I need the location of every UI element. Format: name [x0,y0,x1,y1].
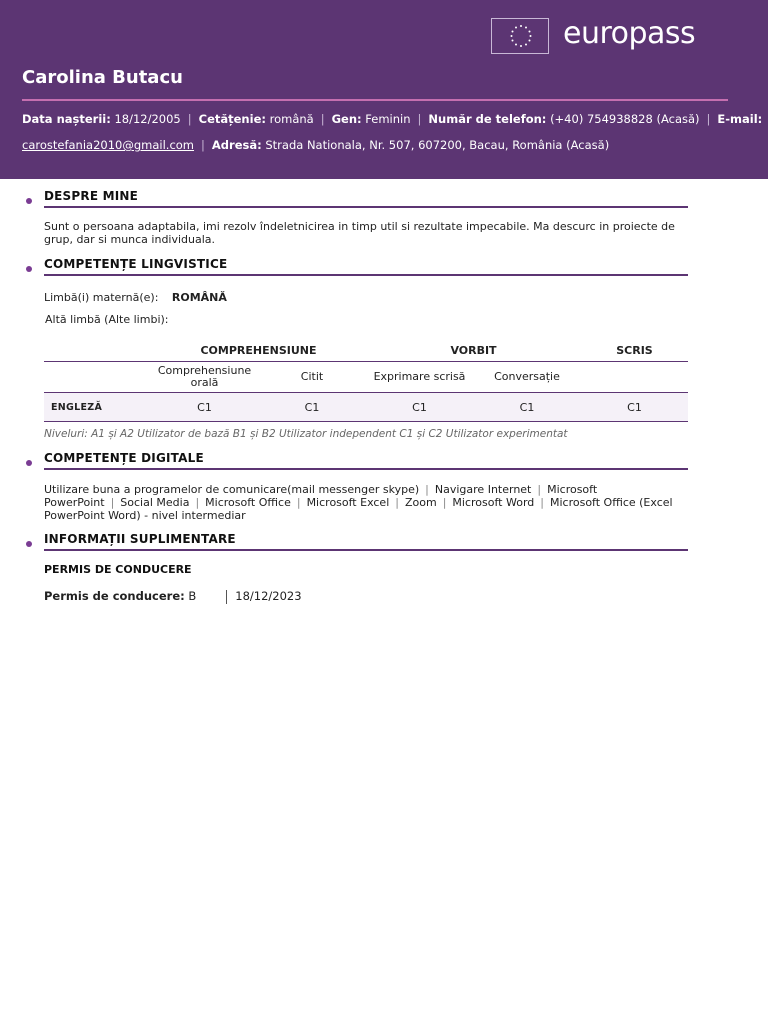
personal-info-line-1: Data nașterii: 18/12/2005 | Cetățenie: română | Gen: Feminin | Număr de telefon: (+40) 754938828 (Acasă) | E-mail: [22,112,763,126]
gender-label: Gen: [331,112,362,126]
digital-skill: Navigare Internet [434,483,532,496]
person-name: Carolina Butacu [22,67,183,88]
level-cell: C1 [151,393,258,422]
other-languages-label: Altă limbă (Alte limbi): [45,313,169,326]
level-cell: C1 [581,393,688,422]
subheader-spoken-interaction: Conversație [473,362,581,393]
cv-header [0,0,768,179]
subheader-listening: Comprehensiune orală [151,362,258,393]
section-divider [44,549,688,551]
language-skills-table [44,340,688,422]
gender-value: Feminin [365,112,411,126]
digital-skill: Microsoft Office [205,496,291,509]
personal-info-line-2: carostefania2010@gmail.com | Adresă: Strada Nationala, Nr. 507, 607200, Bacau, România (Acasă) [22,138,610,152]
section-title-languages: COMPETENȚE LINGVISTICE [44,257,228,271]
citizenship-value: română [269,112,314,126]
mother-tongue-value: ROMÂNĂ [171,291,227,304]
divider [226,590,227,604]
driving-license-category: B [188,589,197,603]
level-cell: C1 [473,393,581,422]
phone-label: Număr de telefon: [428,112,547,126]
header-writing: SCRIS [581,340,688,362]
section-title-about: DESPRE MINE [44,189,139,203]
section-divider [44,274,688,276]
subheader-spoken-production: Exprimare scrisă [366,362,473,393]
driving-license-heading: PERMIS DE CONDUCERE [44,563,192,576]
section-bullet [26,198,32,204]
birth-label: Data nașterii: [22,112,111,126]
birth-value: 18/12/2005 [114,112,181,126]
section-divider [44,468,688,470]
driving-license-date: 18/12/2023 [235,589,302,603]
address-value: Strada Nationala, Nr. 507, 607200, Bacau, România (Acasă) [265,138,610,152]
levels-note: Niveluri: A1 și A2 Utilizator de bază B1 și B2 Utilizator independent C1 și C2 Utilizator experimentat [44,428,568,440]
subheader-reading: Citit [258,362,366,393]
level-cell: C1 [366,393,473,422]
digital-skill: Microsoft Office (Excel PowerPoint Word) - nivel intermediar [44,496,673,522]
europass-logo: europass [563,16,696,51]
section-bullet [26,460,32,466]
digital-skill: Microsoft PowerPoint [44,483,598,509]
email-label: E-mail: [717,112,763,126]
language-name: ENGLEZĂ [44,393,151,422]
header-speaking: VORBIT [366,340,581,362]
table-row [44,393,688,422]
digital-skill: Zoom [404,496,437,509]
digital-skill: Microsoft Word [452,496,535,509]
digital-skill: Utilizare buna a programelor de comunicare(mail messenger skype) [44,483,420,496]
citizenship-label: Cetățenie: [198,112,266,126]
section-bullet [26,541,32,547]
section-bullet [26,266,32,272]
about-text: Sunt o persoana adaptabila, imi rezolv îndeletnicirea in timp util si rezultate impecabile. Ma descurc in proiecte de grup, dar si munca individuala. [44,220,675,246]
mother-tongue-label: Limbă(i) maternă(e): [44,291,159,304]
table-subheader-row [44,362,688,393]
section-divider [44,206,688,208]
phone-value: (+40) 754938828 (Acasă) [550,112,700,126]
eu-flag-icon [491,18,549,54]
section-title-additional: INFORMAȚII SUPLIMENTARE [44,532,236,546]
address-label: Adresă: [211,138,262,152]
section-title-digital: COMPETENȚE DIGITALE [44,451,204,465]
digital-skills-list: Utilizare buna a programelor de comunicare(mail messenger skype) | Navigare Internet | Microsoft PowerPoint | Social Media | Microsoft Office | Microsoft Excel | Zoom | Microsoft Word | Microsoft Office (Excel PowerPoint Word) - nivel intermediar [44,483,673,522]
header-comprehension: COMPREHENSIUNE [151,340,366,362]
table-header-row [44,340,688,362]
driving-license-label: Permis de conducere: [44,589,185,603]
level-cell: C1 [258,393,366,422]
digital-skill: Social Media [120,496,190,509]
driving-license-line [44,589,302,604]
header-divider [22,99,728,101]
digital-skill: Microsoft Excel [306,496,390,509]
mother-tongue-line [44,291,227,304]
email-link[interactable]: carostefania2010@gmail.com [22,138,195,152]
